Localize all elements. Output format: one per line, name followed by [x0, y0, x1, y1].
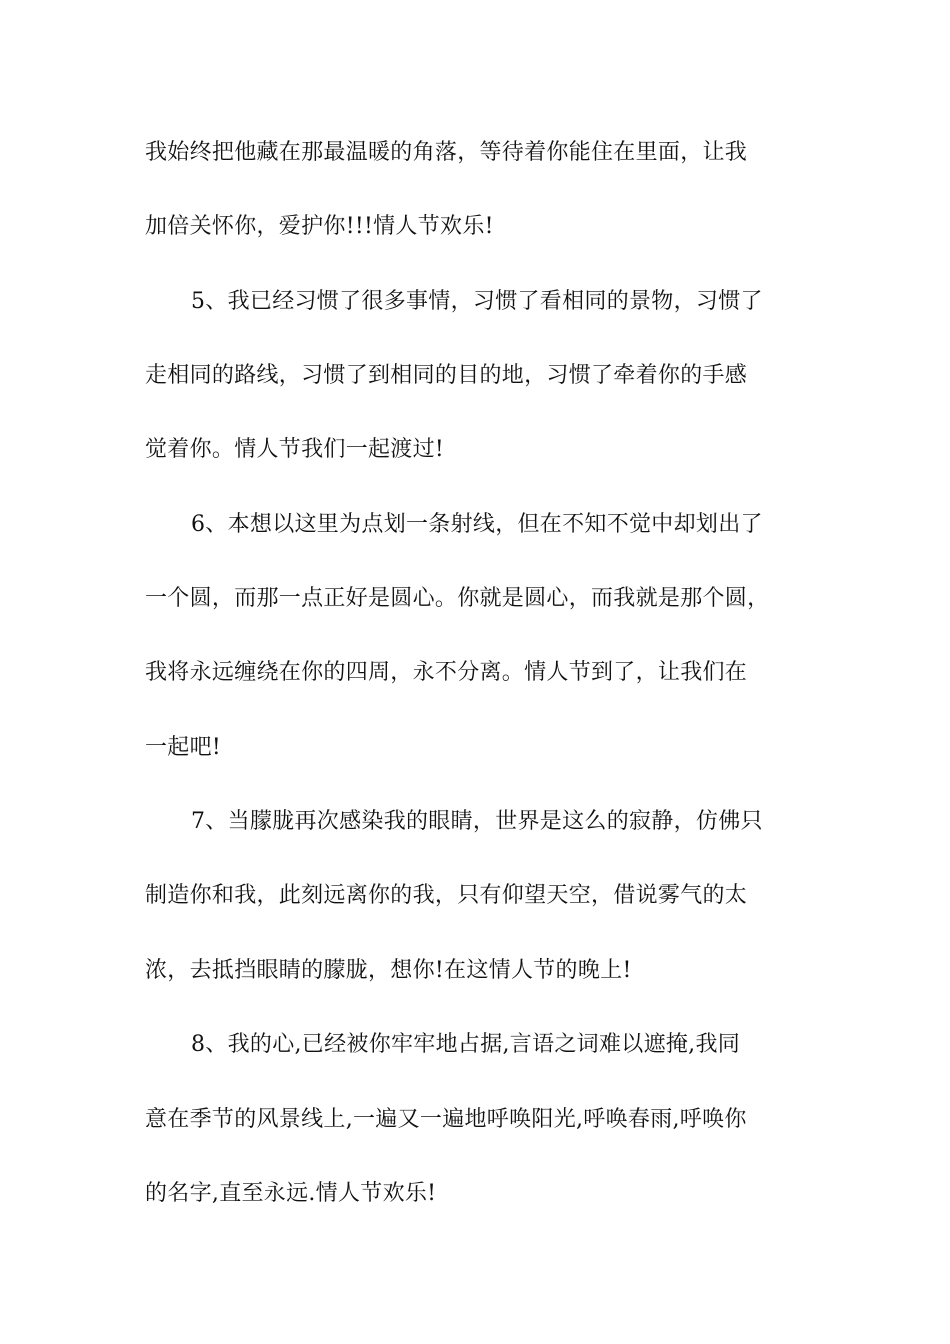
text-line: 我始终把他藏在那最温暖的角落，等待着你能住在里面，让我 — [145, 140, 748, 165]
text-line: 一起吧! — [145, 735, 222, 760]
text-line: 的名字,直至永远.情人节欢乐! — [145, 1181, 437, 1206]
text-line: 加倍关怀你，爱护你!!!情人节欢乐! — [145, 214, 494, 239]
paragraph-5-start: 5、我已经习惯了很多事情，习惯了看相同的景物，习惯了 — [191, 289, 763, 314]
text-line: 走相同的路线，习惯了到相同的目的地，习惯了牵着你的手感 — [145, 363, 748, 388]
text-line: 我将永远缠绕在你的四周，永不分离。情人节到了，让我们在 — [145, 660, 748, 685]
text-line: 意在季节的风景线上,一遍又一遍地呼唤阳光,呼唤春雨,呼唤你 — [145, 1107, 747, 1132]
paragraph-7-start: 7、当朦胧再次感染我的眼睛，世界是这么的寂静，仿佛只 — [191, 809, 763, 834]
text-line: 觉着你。情人节我们一起渡过! — [145, 437, 445, 462]
paragraph-6-start: 6、本想以这里为点划一条射线，但在不知不觉中却划出了 — [191, 512, 763, 537]
text-line: 制造你和我，此刻远离你的我，只有仰望天空，借说雾气的太 — [145, 883, 748, 908]
text-line: 浓，去抵挡眼睛的朦胧，想你!在这情人节的晚上! — [145, 958, 632, 983]
paragraph-8-start: 8、我的心,已经被你牢牢地占据,言语之词难以遮掩,我同 — [191, 1032, 741, 1057]
text-line: 一个圆，而那一点正好是圆心。你就是圆心，而我就是那个圆， — [145, 586, 770, 611]
